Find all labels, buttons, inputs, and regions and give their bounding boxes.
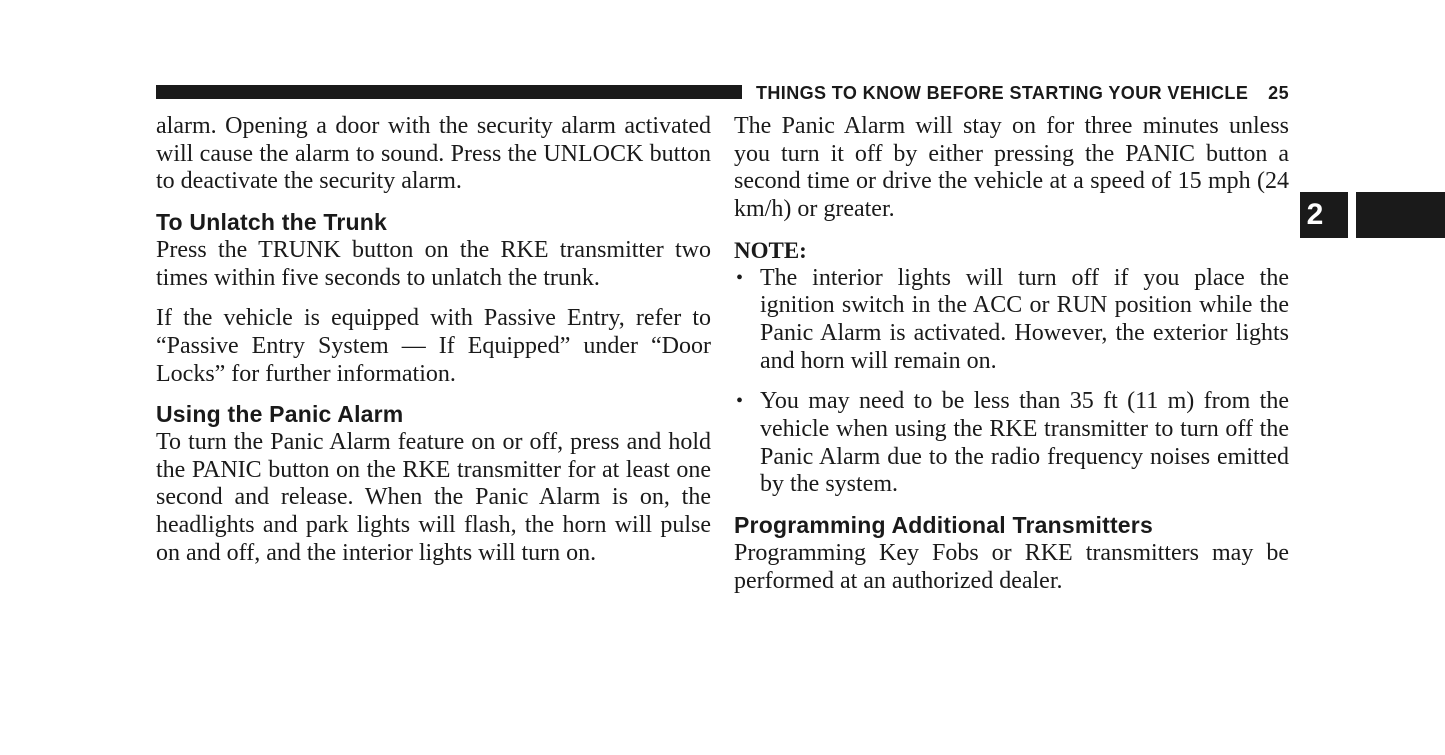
running-title: THINGS TO KNOW BEFORE STARTING YOUR VEHICLE	[756, 83, 1249, 103]
note-text: The interior lights will turn off if you place the ignition switch in the ACC or RUN position while the Panic Alarm is activated. However, the exterior lights and horn will remain on.	[760, 264, 1289, 374]
note-label: NOTE:	[734, 237, 807, 263]
chapter-number: 2	[1306, 198, 1324, 231]
trunk-heading: To Unlatch the Trunk	[156, 209, 388, 236]
page-number: 25	[1268, 83, 1289, 103]
intro-paragraph: alarm. Opening a door with the security alarm activated will cause the alarm to sound. Press the UNLOCK button to deactivate the security alarm.	[156, 113, 711, 195]
note-list	[734, 265, 1289, 500]
note-text: You may need to be less than 35 ft (11 m) from the vehicle when using the RKE transmitter to turn off the Panic Alarm due to the radio frequency noises emitted by the system.	[760, 388, 1289, 498]
chapter-tab-divider	[1348, 192, 1356, 238]
programming-heading: Programming Additional Transmitters	[734, 512, 1153, 539]
passive-entry-paragraph: If the vehicle is equipped with Passive Entry, refer to “Passive Entry System — If Equipped” under “Door Locks” for further information.	[156, 305, 711, 387]
note-item	[734, 265, 1289, 376]
left-column	[156, 113, 711, 581]
bullet-icon: •	[736, 266, 744, 289]
chapter-tab	[1300, 192, 1445, 238]
trunk-paragraph: Press the TRUNK button on the RKE transmitter two times within five seconds to unlatch the trunk.	[156, 236, 711, 291]
panic-paragraph: To turn the Panic Alarm feature on or off, press and hold the PANIC button on the RKE transmitter for at least one second and release. When the Panic Alarm is on, the headlights and park lights will flash, the horn will pulse on and off, and the interior lights will turn on.	[156, 429, 711, 566]
note-item	[734, 388, 1289, 499]
header-rule	[156, 85, 742, 99]
bullet-icon: •	[736, 390, 744, 413]
running-header	[756, 82, 1289, 104]
panic-heading: Using the Panic Alarm	[156, 401, 404, 428]
right-column	[734, 113, 1289, 608]
programming-paragraph: Programming Key Fobs or RKE transmitters may be performed at an authorized dealer.	[734, 539, 1289, 594]
panic-duration-paragraph: The Panic Alarm will stay on for three minutes unless you turn it off by either pressing the PANIC button a second time or drive the vehicle at a speed of 15 mph (24 km/h) or greater.	[734, 113, 1289, 223]
